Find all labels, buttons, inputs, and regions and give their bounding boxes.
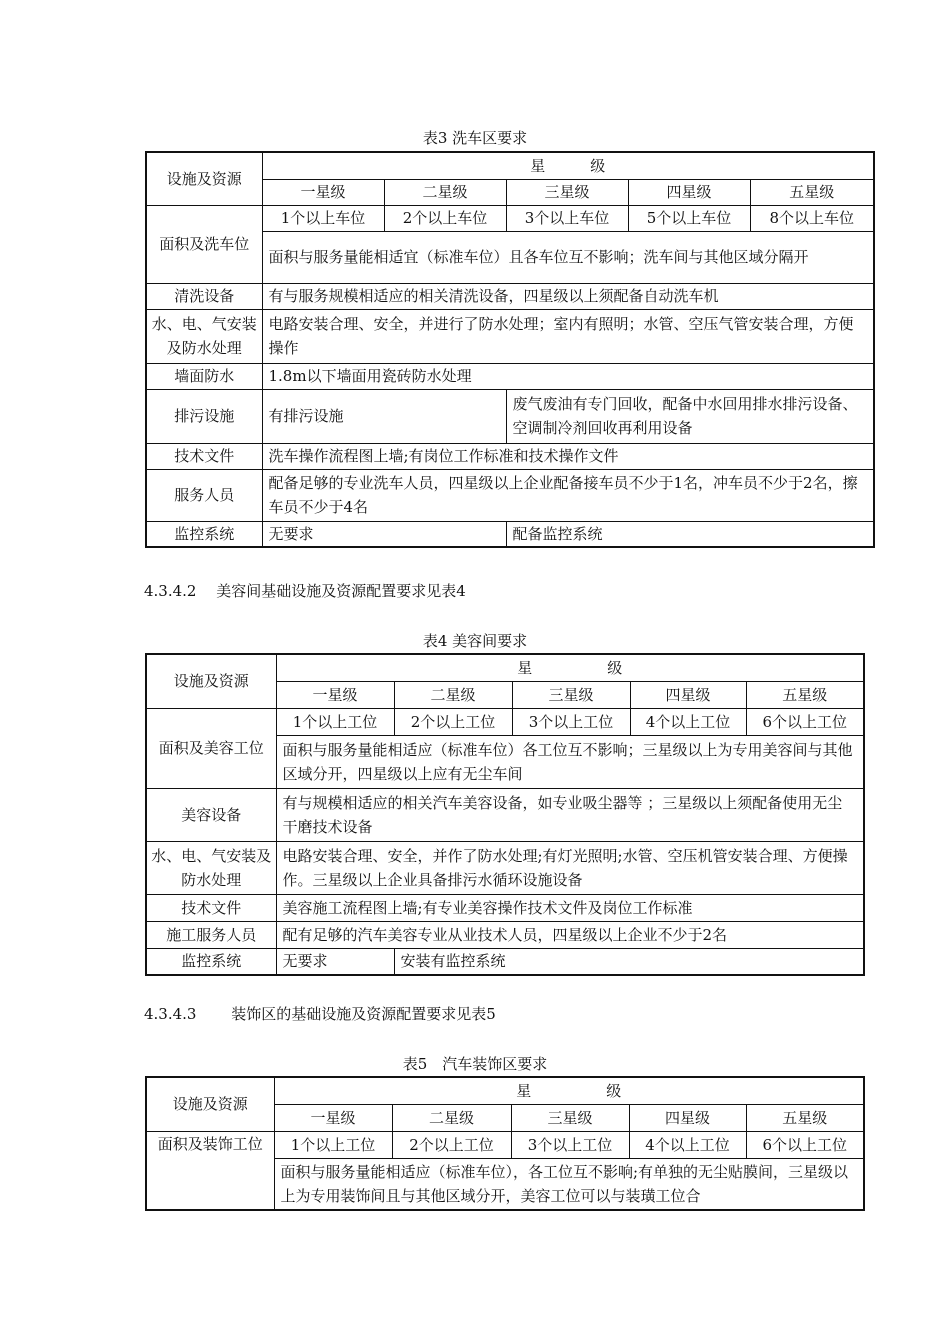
row-label-docs: 技术文件: [146, 894, 276, 921]
level-2: 二星级: [384, 179, 506, 205]
drainage-basic: 有排污设施: [262, 389, 506, 443]
section-4-3-4-2: 4.3.4.2 美容间基础设施及资源配置要求见表4: [144, 582, 466, 600]
header-star-rating: 星 级: [276, 654, 864, 681]
monitor-advanced: 安装有监控系统: [394, 948, 864, 975]
row-label-wall: 墙面防水: [146, 363, 262, 389]
area-level-1: 1个以上工位: [276, 708, 394, 735]
table4-caption: 表4 美容间要求: [422, 632, 528, 650]
area-level-4: 4个以上工位: [629, 1131, 746, 1158]
level-4: 四星级: [628, 179, 750, 205]
section-4-3-4-3: 4.3.4.3 装饰区的基础设施及资源配置要求见表5: [144, 1005, 496, 1023]
level-3: 三星级: [511, 1104, 629, 1131]
level-4: 四星级: [630, 681, 746, 708]
level-2: 二星级: [392, 1104, 511, 1131]
area-level-3: 3个以上车位: [506, 205, 628, 231]
header-facilities: 设施及资源: [146, 1077, 274, 1131]
header-star-rating: 星 级: [274, 1077, 864, 1104]
area-level-4: 5个以上车位: [628, 205, 750, 231]
level-3: 三星级: [512, 681, 630, 708]
monitor-basic: 无要求: [262, 521, 506, 547]
row-label-drainage: 排污设施: [146, 389, 262, 443]
cleaning-description: 有与服务规模相适应的相关清洗设备，四星级以上须配备自动洗车机: [262, 283, 874, 309]
staff-description: 配备足够的专业洗车人员，四星级以上企业配备接车员不少于1名，冲车员不少于2名，擦车员不少于4名: [262, 469, 874, 521]
area-level-5: 6个以上工位: [746, 1131, 864, 1158]
monitor-advanced: 配备监控系统: [506, 521, 874, 547]
row-label-cleaning: 清洗设备: [146, 283, 262, 309]
staff-description: 配有足够的汽车美容专业从业技术人员，四星级以上企业不少于2名: [276, 921, 864, 948]
level-5: 五星级: [746, 1104, 864, 1131]
area-level-1: 1个以上车位: [262, 205, 384, 231]
docs-description: 美容施工流程图上墙;有专业美容操作技术文件及岗位工作标准: [276, 894, 864, 921]
area-level-2: 2个以上工位: [394, 708, 512, 735]
level-5: 五星级: [746, 681, 864, 708]
header-facilities: 设施及资源: [146, 654, 276, 708]
utilities-description: 电路安装合理、安全，并作了防水处理;有灯光照明;水管、空压机管安装合理、方便操作。三星级以上企业具备排污水循环设施设备: [276, 841, 864, 894]
level-2: 二星级: [394, 681, 512, 708]
area-description: 面积与服务量能相适应（标准车位）各工位互不影响；三星级以上为专用美容间与其他区域分开，四星级以上应有无尘车间: [276, 735, 864, 788]
table5-caption: 表5 汽车装饰区要求: [402, 1055, 548, 1073]
drainage-advanced: 废气废油有专门回收，配备中水回用排水排污设备、空调制冷剂回收再利用设备: [506, 389, 874, 443]
table4-beauty-room-requirements: [145, 653, 865, 976]
utilities-description: 电路安装合理、安全，并进行了防水处理；室内有照明；水管、空压气管安装合理，方便操作: [262, 309, 874, 363]
area-level-3: 3个以上工位: [512, 708, 630, 735]
area-level-4: 4个以上工位: [630, 708, 746, 735]
row-label-equipment: 美容设备: [146, 788, 276, 841]
row-label-staff: 施工服务人员: [146, 921, 276, 948]
row-label-area: 面积及装饰工位: [146, 1131, 274, 1210]
monitor-basic: 无要求: [276, 948, 394, 975]
equipment-description: 有与规模相适应的相关汽车美容设备，如专业吸尘器等 ；三星级以上须配备使用无尘干磨技术设备: [276, 788, 864, 841]
header-facilities: 设施及资源: [146, 152, 262, 205]
area-level-5: 8个以上车位: [750, 205, 874, 231]
row-label-monitor: 监控系统: [146, 948, 276, 975]
row-label-utilities: 水、电、气安装及防水处理: [146, 841, 276, 894]
header-star-rating: 星 级: [262, 152, 874, 179]
row-label-staff: 服务人员: [146, 469, 262, 521]
area-level-1: 1个以上工位: [274, 1131, 392, 1158]
area-level-2: 2个以上工位: [392, 1131, 511, 1158]
level-1: 一星级: [274, 1104, 392, 1131]
area-description: 面积与服务量能相适宜（标准车位）且各车位互不影响；洗车间与其他区域分隔开: [262, 231, 874, 283]
row-label-utilities: 水、电、气安装及防水处理: [146, 309, 262, 363]
level-1: 一星级: [262, 179, 384, 205]
area-description: 面积与服务量能相适应（标准车位），各工位互不影响;有单独的无尘贴膜间，三星级以上为专用装饰间且与其他区域分开，美容工位可以与装璜工位合: [274, 1158, 864, 1210]
row-label-monitor: 监控系统: [146, 521, 262, 547]
area-level-2: 2个以上车位: [384, 205, 506, 231]
area-level-5: 6个以上工位: [746, 708, 864, 735]
row-label-docs: 技术文件: [146, 443, 262, 469]
docs-description: 洗车操作流程图上墙;有岗位工作标准和技术操作文件: [262, 443, 874, 469]
table5-decoration-area-requirements: [145, 1076, 865, 1211]
wall-description: 1.8m以下墙面用瓷砖防水处理: [262, 363, 874, 389]
level-1: 一星级: [276, 681, 394, 708]
level-4: 四星级: [629, 1104, 746, 1131]
row-label-area: 面积及美容工位: [146, 708, 276, 788]
area-level-3: 3个以上工位: [511, 1131, 629, 1158]
table3-caption: 表3 洗车区要求: [422, 129, 528, 147]
level-5: 五星级: [750, 179, 874, 205]
level-3: 三星级: [506, 179, 628, 205]
table3-car-wash-requirements: [145, 151, 875, 548]
row-label-area: 面积及洗车位: [146, 205, 262, 283]
